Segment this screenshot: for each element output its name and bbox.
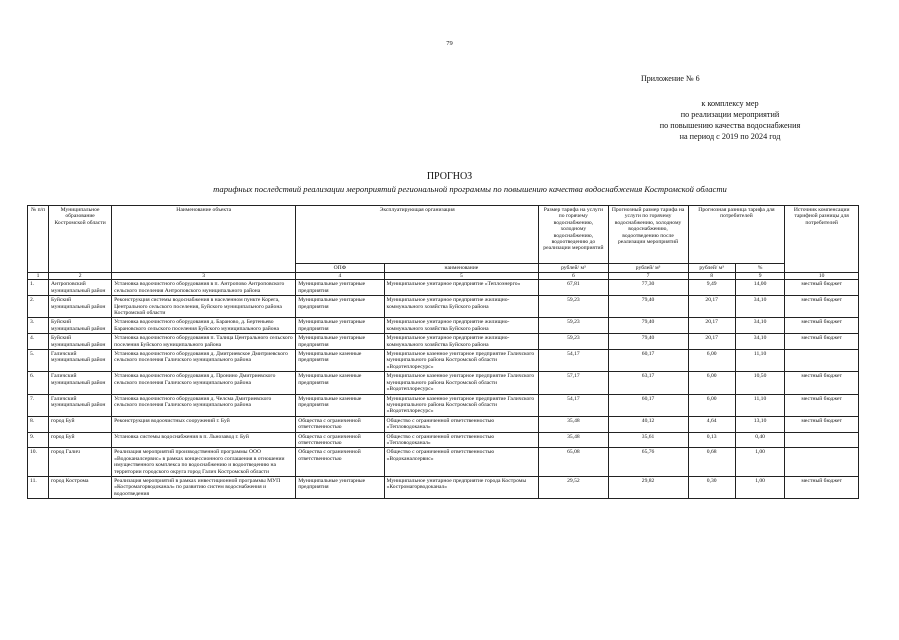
table-row xyxy=(28,416,859,432)
table-row xyxy=(28,476,859,498)
municipality-cell: Антроповский муниципальный район xyxy=(49,280,112,296)
header-org-name: наименование xyxy=(384,264,539,273)
tariff-before-cell: 59,23 xyxy=(539,318,608,334)
source-cell: местный бюджет xyxy=(785,318,859,334)
municipality-cell: город Буй xyxy=(49,416,112,432)
diff-rub-cell: 6,00 xyxy=(688,372,735,394)
diff-pct-cell: 11,10 xyxy=(735,394,784,416)
org-name-cell: Общество с ограниченной ответственностью «Тепловодоканал» xyxy=(384,416,539,432)
opf-cell: Муниципальные казенные предприятия xyxy=(296,350,384,372)
annex-label: Приложение № 6 xyxy=(641,74,700,83)
diff-pct-cell: 14,00 xyxy=(735,280,784,296)
table-row xyxy=(28,372,859,394)
opf-cell: Муниципальные унитарные предприятия xyxy=(296,318,384,334)
column-number: 6 xyxy=(539,273,608,280)
tariff-before-cell: 65,08 xyxy=(539,448,608,477)
diff-rub-cell: 0,13 xyxy=(688,432,735,448)
header-object: Наименование объекта xyxy=(112,206,296,273)
row-number: 10. xyxy=(28,448,49,477)
municipality-cell: Буйский муниципальный район xyxy=(49,296,112,318)
opf-cell: Общества с ограниченной ответственностью xyxy=(296,432,384,448)
tariff-before-cell: 59,23 xyxy=(539,296,608,318)
tariff-after-cell: 60,17 xyxy=(608,394,688,416)
column-number: 2 xyxy=(49,273,112,280)
header-unit: рублей/ м³ xyxy=(608,264,688,273)
source-cell: местный бюджет xyxy=(785,296,859,318)
opf-cell: Муниципальные казенные предприятия xyxy=(296,372,384,394)
table-row xyxy=(28,394,859,416)
row-number: 1. xyxy=(28,280,49,296)
diff-rub-cell: 20,17 xyxy=(688,296,735,318)
object-cell: Установка водоочистного оборудования д. Барановo, д. Бертеньево Барановского сельского поселения Буйского муниципального района xyxy=(112,318,296,334)
diff-pct-cell: 0,40 xyxy=(735,432,784,448)
object-cell: Установка водоочистного оборудования п. Талица Центрального сельского поселения Буйского муниципального района xyxy=(112,334,296,350)
object-cell: Установка водоочистного оборудования д. Челсма Дмитриевского сельского поселения Галичского муниципального района xyxy=(112,394,296,416)
header-tariff-after: Прогнозный размер тарифа на услуги по горячему водоснабжению, холодному водоснабжению, водоотведению после реализации мероприятий xyxy=(608,206,688,264)
table-row xyxy=(28,448,859,477)
header-unit: рублей/ м³ xyxy=(539,264,608,273)
diff-rub-cell: 20,17 xyxy=(688,318,735,334)
column-number: 7 xyxy=(608,273,688,280)
org-name-cell: Муниципальное казенное унитарное предприятие Галичского муниципального района Костромской области «Водотеплоресурс» xyxy=(384,372,539,394)
object-cell: Реализация мероприятий в рамках инвестиционной программы МУП «Костромагорводоканал» по развитию систем водоснабжения и водоотведения xyxy=(112,476,296,498)
org-name-cell: Муниципальное унитарное предприятие жилищно-коммунального хозяйства Буйского района xyxy=(384,318,539,334)
tariff-after-cell: 35,61 xyxy=(608,432,688,448)
opf-cell: Муниципальные унитарные предприятия xyxy=(296,476,384,498)
source-cell: местный бюджет xyxy=(785,476,859,498)
row-number: 9. xyxy=(28,432,49,448)
header-unit: рублей/ м³ xyxy=(688,264,735,273)
tariff-before-cell: 59,23 xyxy=(539,334,608,350)
table-row xyxy=(28,318,859,334)
diff-pct-cell: 34,10 xyxy=(735,318,784,334)
forecast-table xyxy=(27,205,859,499)
row-number: 2. xyxy=(28,296,49,318)
object-cell: Установка водоочистного оборудования в п. Антропово Антроповского сельского поселения Антроповского муниципального района xyxy=(112,280,296,296)
header-diff: Прогнозная разница тарифа для потребителей xyxy=(688,206,785,264)
diff-rub-cell: 4,64 xyxy=(688,416,735,432)
column-number: 1 xyxy=(28,273,49,280)
source-cell xyxy=(785,432,859,448)
header-municipality: Муниципальное образование Костромской области xyxy=(49,206,112,273)
org-name-cell: Муниципальное унитарное предприятие жилищно-коммунального хозяйства Буйского района xyxy=(384,296,539,318)
org-name-cell: Муниципальное унитарное предприятие города Костромы «Костромагорводоканал» xyxy=(384,476,539,498)
document-title: ПРОГНОЗ xyxy=(426,171,473,182)
tariff-before-cell: 57,17 xyxy=(539,372,608,394)
municipality-cell: Галичский муниципальный район xyxy=(49,372,112,394)
diff-pct-cell: 11,10 xyxy=(735,350,784,372)
header-org: Эксплуатирующая организация xyxy=(296,206,539,264)
column-number: 8 xyxy=(688,273,735,280)
column-number: 9 xyxy=(735,273,784,280)
column-number: 5 xyxy=(384,273,539,280)
org-name-cell: Муниципальное унитарное предприятие жилищно-коммунального хозяйства Буйского района xyxy=(384,334,539,350)
tariff-before-cell: 35,48 xyxy=(539,416,608,432)
row-number: 11. xyxy=(28,476,49,498)
tariff-after-cell: 79,40 xyxy=(608,334,688,350)
tariff-after-cell: 79,40 xyxy=(608,296,688,318)
tariff-before-cell: 35,48 xyxy=(539,432,608,448)
tariff-after-cell: 65,76 xyxy=(608,448,688,477)
org-name-cell: Общество с ограниченной ответственностью «Водоканалсервис» xyxy=(384,448,539,477)
row-number: 4. xyxy=(28,334,49,350)
page-number: 79 xyxy=(446,40,453,47)
municipality-cell: город Кострома xyxy=(49,476,112,498)
opf-cell: Муниципальные казенные предприятия xyxy=(296,394,384,416)
municipality-cell: Галичский муниципальный район xyxy=(49,394,112,416)
source-cell xyxy=(785,448,859,477)
org-name-cell: Муниципальное казенное унитарное предприятие Галичского муниципального района Костромской области «Водотеплоресурс» xyxy=(384,350,539,372)
municipality-cell: Буйский муниципальный район xyxy=(49,334,112,350)
row-number: 7. xyxy=(28,394,49,416)
tariff-after-cell: 79,40 xyxy=(608,318,688,334)
object-cell: Реконструкция водоочистных сооружений г. Буй xyxy=(112,416,296,432)
subheading-line: на период с 2019 по 2024 год xyxy=(679,132,781,141)
tariff-before-cell: 29,52 xyxy=(539,476,608,498)
diff-rub-cell: 0,30 xyxy=(688,476,735,498)
tariff-before-cell: 54,17 xyxy=(539,350,608,372)
diff-rub-cell: 6,00 xyxy=(688,394,735,416)
object-cell: Реализация мероприятий производственной программы ООО «Водоканалсервис» в рамках концессионного соглашения в отношении имущественного комплекса по водоснабжению и водоотведению на территории городского округа город Галич Костромской области xyxy=(112,448,296,477)
diff-rub-cell: 20,17 xyxy=(688,334,735,350)
object-cell: Установка водоочистного оборудования д. Дмитриевское Дмитриевского сельского поселения Галичского муниципального района xyxy=(112,350,296,372)
municipality-cell: город Галич xyxy=(49,448,112,477)
diff-rub-cell: 0,68 xyxy=(688,448,735,477)
object-cell: Установка водоочистного оборудования д. Пронино Дмитриевского сельского поселения Галичского муниципального района xyxy=(112,372,296,394)
header-num: № п/п xyxy=(28,206,49,273)
source-cell: местный бюджет xyxy=(785,334,859,350)
tariff-after-cell: 29,82 xyxy=(608,476,688,498)
object-cell: Реконструкция системы водоснабжения в населенном пункте Корега, Центрального сельского поселения, Буйского муниципального района Костромской области xyxy=(112,296,296,318)
org-name-cell: Муниципальное казенное унитарное предприятие Галичского муниципального района Костромской области «Водотеплоресурс» xyxy=(384,394,539,416)
opf-cell: Общества с ограниченной ответственностью xyxy=(296,416,384,432)
municipality-cell: Галичский муниципальный район xyxy=(49,350,112,372)
diff-pct-cell: 1,00 xyxy=(735,448,784,477)
diff-pct-cell: 34,10 xyxy=(735,334,784,350)
source-cell: местный бюджет xyxy=(785,372,859,394)
tariff-after-cell: 77,30 xyxy=(608,280,688,296)
document-subtitle: тарифных последствий реализации мероприятий региональной программы по повышению качества водоснабжения Костромской области xyxy=(213,184,727,194)
subheading-line: по реализации мероприятий xyxy=(680,110,780,119)
header-org-opf: ОПФ xyxy=(296,264,384,273)
org-name-cell: Общество с ограниченной ответственностью «Тепловодоканал» xyxy=(384,432,539,448)
table-row xyxy=(28,280,859,296)
source-cell xyxy=(785,350,859,372)
diff-pct-cell: 13,10 xyxy=(735,416,784,432)
row-number: 3. xyxy=(28,318,49,334)
municipality-cell: город Буй xyxy=(49,432,112,448)
table-row xyxy=(28,334,859,350)
row-number: 5. xyxy=(28,350,49,372)
source-cell: местный бюджет xyxy=(785,280,859,296)
diff-rub-cell: 9,49 xyxy=(688,280,735,296)
header-source: Источник компенсации тарифной разницы для потребителей xyxy=(785,206,859,273)
tariff-before-cell: 67,81 xyxy=(539,280,608,296)
row-number: 6. xyxy=(28,372,49,394)
row-number: 8. xyxy=(28,416,49,432)
table-row xyxy=(28,432,859,448)
column-number: 4 xyxy=(296,273,384,280)
subheading-line: к комплексу мер xyxy=(701,99,759,108)
tariff-after-cell: 60,17 xyxy=(608,350,688,372)
municipality-cell: Буйский муниципальный район xyxy=(49,318,112,334)
column-numbers-row xyxy=(28,273,859,280)
diff-pct-cell: 1,00 xyxy=(735,476,784,498)
table-row xyxy=(28,350,859,372)
opf-cell: Муниципальные унитарные предприятия xyxy=(296,334,384,350)
subheading-line: по повышению качества водоснабжения xyxy=(659,121,801,130)
object-cell: Установка системы водоснабжения в п. Льнозавод г. Буй xyxy=(112,432,296,448)
org-name-cell: Муниципальное унитарное предприятие «Теплоэнерго» xyxy=(384,280,539,296)
source-cell: местный бюджет xyxy=(785,394,859,416)
header-unit-pct: % xyxy=(735,264,784,273)
table-row xyxy=(28,296,859,318)
opf-cell: Муниципальные унитарные предприятия xyxy=(296,296,384,318)
tariff-after-cell: 40,12 xyxy=(608,416,688,432)
diff-pct-cell: 10,50 xyxy=(735,372,784,394)
column-number: 3 xyxy=(112,273,296,280)
opf-cell: Общества с ограниченной ответственностью xyxy=(296,448,384,477)
source-cell: местный бюджет xyxy=(785,416,859,432)
tariff-after-cell: 63,17 xyxy=(608,372,688,394)
diff-rub-cell: 6,00 xyxy=(688,350,735,372)
tariff-before-cell: 54,17 xyxy=(539,394,608,416)
opf-cell: Муниципальные унитарные предприятия xyxy=(296,280,384,296)
column-number: 10 xyxy=(785,273,859,280)
diff-pct-cell: 34,10 xyxy=(735,296,784,318)
header-tariff-before: Размер тарифа на услуги по горячему водоснабжению, холодному водоснабжению, водоотведению до реализации мероприятий xyxy=(539,206,608,264)
